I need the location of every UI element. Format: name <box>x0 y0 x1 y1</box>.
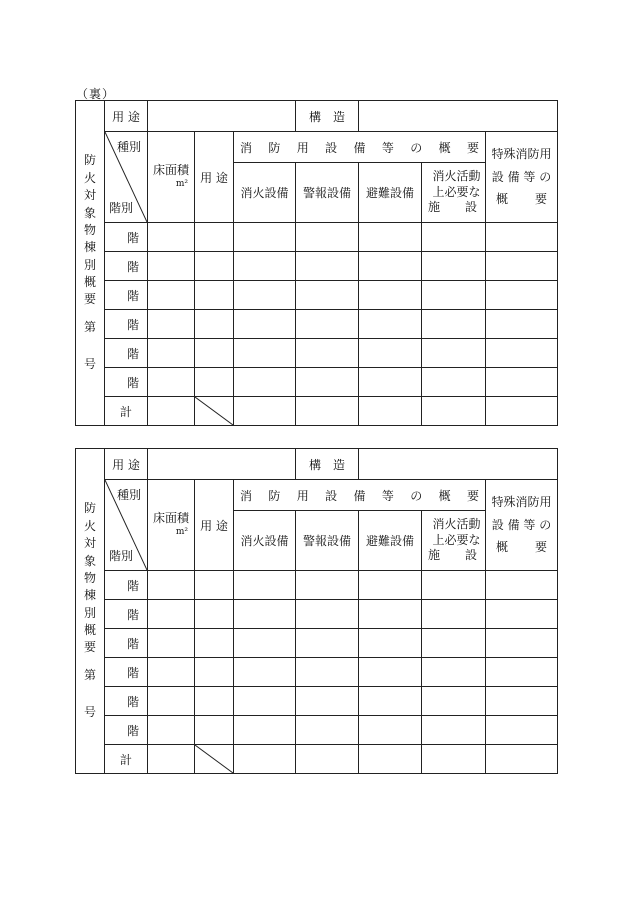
use-cell[interactable] <box>195 716 234 745</box>
special-cell[interactable] <box>486 629 558 658</box>
floor-row <box>76 223 558 252</box>
side-title: 防 火 対 象 物 棟 別 概 要 第 号 <box>76 101 105 426</box>
evacuation-cell[interactable] <box>359 687 422 716</box>
kouzou-value-field[interactable] <box>359 449 558 480</box>
extinguishing-cell[interactable] <box>234 600 296 629</box>
special-cell[interactable] <box>486 223 558 252</box>
youto-label: 用 途 <box>105 449 148 480</box>
floor-label: 階 <box>105 223 148 252</box>
extinguishing-cell[interactable] <box>234 629 296 658</box>
total-alarm-cell[interactable] <box>296 745 359 774</box>
area-cell[interactable] <box>148 281 195 310</box>
slash-cell <box>195 745 234 774</box>
kouzou-label: 構 造 <box>296 101 359 132</box>
special-cell[interactable] <box>486 687 558 716</box>
extinguishing-cell[interactable] <box>234 571 296 600</box>
floor-row <box>76 658 558 687</box>
extinguishing-cell[interactable] <box>234 223 296 252</box>
extinguishing-cell[interactable] <box>234 368 296 397</box>
facility-cell[interactable] <box>422 281 486 310</box>
youto-column-header: 用 途 <box>195 132 234 223</box>
area-cell[interactable] <box>148 687 195 716</box>
extinguishing-cell[interactable] <box>234 310 296 339</box>
evacuation-cell[interactable] <box>359 716 422 745</box>
firefighting-facility-header: 消火活動 上必要な 施 設 <box>422 163 486 223</box>
evacuation-equipment-header: 避難設備 <box>359 511 422 571</box>
total-facility-cell[interactable] <box>422 397 486 426</box>
facility-cell[interactable] <box>422 223 486 252</box>
floor-row <box>76 600 558 629</box>
special-cell[interactable] <box>486 310 558 339</box>
use-cell[interactable] <box>195 629 234 658</box>
total-extinguishing-cell[interactable] <box>234 397 296 426</box>
area-cell[interactable] <box>148 571 195 600</box>
special-equipment-header: 特殊消防用 設 備 等 の 概 要 <box>486 132 558 223</box>
alarm-cell[interactable] <box>296 281 359 310</box>
evacuation-cell[interactable] <box>359 571 422 600</box>
use-cell[interactable] <box>195 687 234 716</box>
floor-row <box>76 281 558 310</box>
alarm-cell[interactable] <box>296 629 359 658</box>
evacuation-cell[interactable] <box>359 658 422 687</box>
use-cell[interactable] <box>195 600 234 629</box>
total-row <box>76 397 558 426</box>
total-area-cell[interactable] <box>148 397 195 426</box>
floor-row <box>76 629 558 658</box>
extinguishing-cell[interactable] <box>234 716 296 745</box>
special-cell[interactable] <box>486 252 558 281</box>
facility-cell[interactable] <box>422 658 486 687</box>
use-cell[interactable] <box>195 571 234 600</box>
floor-label: 階 <box>105 310 148 339</box>
special-cell[interactable] <box>486 658 558 687</box>
floor-area-header: 床面積 m² <box>148 480 195 571</box>
diagonal-header: 種別 階別 <box>105 480 148 571</box>
alarm-equipment-header: 警報設備 <box>296 511 359 571</box>
total-label: 計 <box>105 397 148 426</box>
facility-cell[interactable] <box>422 252 486 281</box>
total-evacuation-cell[interactable] <box>359 745 422 774</box>
alarm-equipment-header: 警報設備 <box>296 163 359 223</box>
area-cell[interactable] <box>148 339 195 368</box>
youto-value-field[interactable] <box>148 449 296 480</box>
area-cell[interactable] <box>148 716 195 745</box>
evacuation-equipment-header: 避難設備 <box>359 163 422 223</box>
facility-cell[interactable] <box>422 687 486 716</box>
evacuation-cell[interactable] <box>359 600 422 629</box>
extinguishing-equipment-header: 消火設備 <box>234 163 296 223</box>
youto-column-header: 用 途 <box>195 480 234 571</box>
floor-label: 階 <box>105 571 148 600</box>
alarm-cell[interactable] <box>296 687 359 716</box>
facility-cell[interactable] <box>422 600 486 629</box>
alarm-cell[interactable] <box>296 339 359 368</box>
facility-cell[interactable] <box>422 339 486 368</box>
alarm-cell[interactable] <box>296 716 359 745</box>
youto-label: 用 途 <box>105 101 148 132</box>
floor-label: 階 <box>105 629 148 658</box>
evacuation-cell[interactable] <box>359 629 422 658</box>
fire-equipment-header: 消 防 用 設 備 等 の 概 要 <box>234 480 486 511</box>
evacuation-cell[interactable] <box>359 252 422 281</box>
floor-row <box>76 252 558 281</box>
area-cell[interactable] <box>148 252 195 281</box>
floor-label: 階 <box>105 368 148 397</box>
total-alarm-cell[interactable] <box>296 397 359 426</box>
kouzou-value-field[interactable] <box>359 101 558 132</box>
special-cell[interactable] <box>486 339 558 368</box>
floor-row <box>76 687 558 716</box>
floor-label: 階 <box>105 339 148 368</box>
alarm-cell[interactable] <box>296 310 359 339</box>
kouzou-label: 構 造 <box>296 449 359 480</box>
area-cell[interactable] <box>148 368 195 397</box>
floor-area-header: 床面積 m² <box>148 132 195 223</box>
special-cell[interactable] <box>486 571 558 600</box>
total-extinguishing-cell[interactable] <box>234 745 296 774</box>
slash-cell <box>195 397 234 426</box>
floor-row <box>76 339 558 368</box>
use-cell[interactable] <box>195 281 234 310</box>
use-cell[interactable] <box>195 310 234 339</box>
special-cell[interactable] <box>486 368 558 397</box>
extinguishing-equipment-header: 消火設備 <box>234 511 296 571</box>
special-cell[interactable] <box>486 716 558 745</box>
diagonal-header: 種別 階別 <box>105 132 148 223</box>
facility-cell[interactable] <box>422 571 486 600</box>
extinguishing-cell[interactable] <box>234 658 296 687</box>
alarm-cell[interactable] <box>296 658 359 687</box>
facility-cell[interactable] <box>422 368 486 397</box>
floor-row <box>76 368 558 397</box>
area-cell[interactable] <box>148 223 195 252</box>
evacuation-cell[interactable] <box>359 310 422 339</box>
alarm-cell[interactable] <box>296 223 359 252</box>
area-cell[interactable] <box>148 310 195 339</box>
evacuation-cell[interactable] <box>359 281 422 310</box>
evacuation-cell[interactable] <box>359 223 422 252</box>
extinguishing-cell[interactable] <box>234 687 296 716</box>
floor-label: 階 <box>105 281 148 310</box>
area-cell[interactable] <box>148 600 195 629</box>
evacuation-cell[interactable] <box>359 368 422 397</box>
extinguishing-cell[interactable] <box>234 252 296 281</box>
alarm-cell[interactable] <box>296 571 359 600</box>
use-cell[interactable] <box>195 252 234 281</box>
facility-cell[interactable] <box>422 629 486 658</box>
extinguishing-cell[interactable] <box>234 339 296 368</box>
total-area-cell[interactable] <box>148 745 195 774</box>
fire-building-summary-table-1 <box>75 100 558 426</box>
total-row <box>76 745 558 774</box>
floor-row <box>76 716 558 745</box>
total-evacuation-cell[interactable] <box>359 397 422 426</box>
use-cell[interactable] <box>195 368 234 397</box>
extinguishing-cell[interactable] <box>234 281 296 310</box>
facility-cell[interactable] <box>422 716 486 745</box>
special-equipment-header: 特殊消防用 設 備 等 の 概 要 <box>486 480 558 571</box>
special-cell[interactable] <box>486 600 558 629</box>
area-cell[interactable] <box>148 658 195 687</box>
special-cell[interactable] <box>486 281 558 310</box>
use-cell[interactable] <box>195 339 234 368</box>
floor-row <box>76 310 558 339</box>
floor-label: 階 <box>105 687 148 716</box>
total-special-cell[interactable] <box>486 397 558 426</box>
floor-row <box>76 571 558 600</box>
evacuation-cell[interactable] <box>359 339 422 368</box>
fire-building-summary-table-2 <box>75 448 558 774</box>
fire-equipment-header: 消 防 用 設 備 等 の 概 要 <box>234 132 486 163</box>
floor-label: 階 <box>105 252 148 281</box>
alarm-cell[interactable] <box>296 600 359 629</box>
page-side-label: （裏） <box>76 87 116 101</box>
side-title: 防 火 対 象 物 棟 別 概 要 第 号 <box>76 449 105 774</box>
firefighting-facility-header: 消火活動 上必要な 施 設 <box>422 511 486 571</box>
total-special-cell[interactable] <box>486 745 558 774</box>
youto-value-field[interactable] <box>148 101 296 132</box>
use-cell[interactable] <box>195 658 234 687</box>
facility-cell[interactable] <box>422 310 486 339</box>
alarm-cell[interactable] <box>296 368 359 397</box>
total-label: 計 <box>105 745 148 774</box>
floor-label: 階 <box>105 658 148 687</box>
area-cell[interactable] <box>148 629 195 658</box>
total-facility-cell[interactable] <box>422 745 486 774</box>
use-cell[interactable] <box>195 223 234 252</box>
floor-label: 階 <box>105 716 148 745</box>
alarm-cell[interactable] <box>296 252 359 281</box>
floor-label: 階 <box>105 600 148 629</box>
